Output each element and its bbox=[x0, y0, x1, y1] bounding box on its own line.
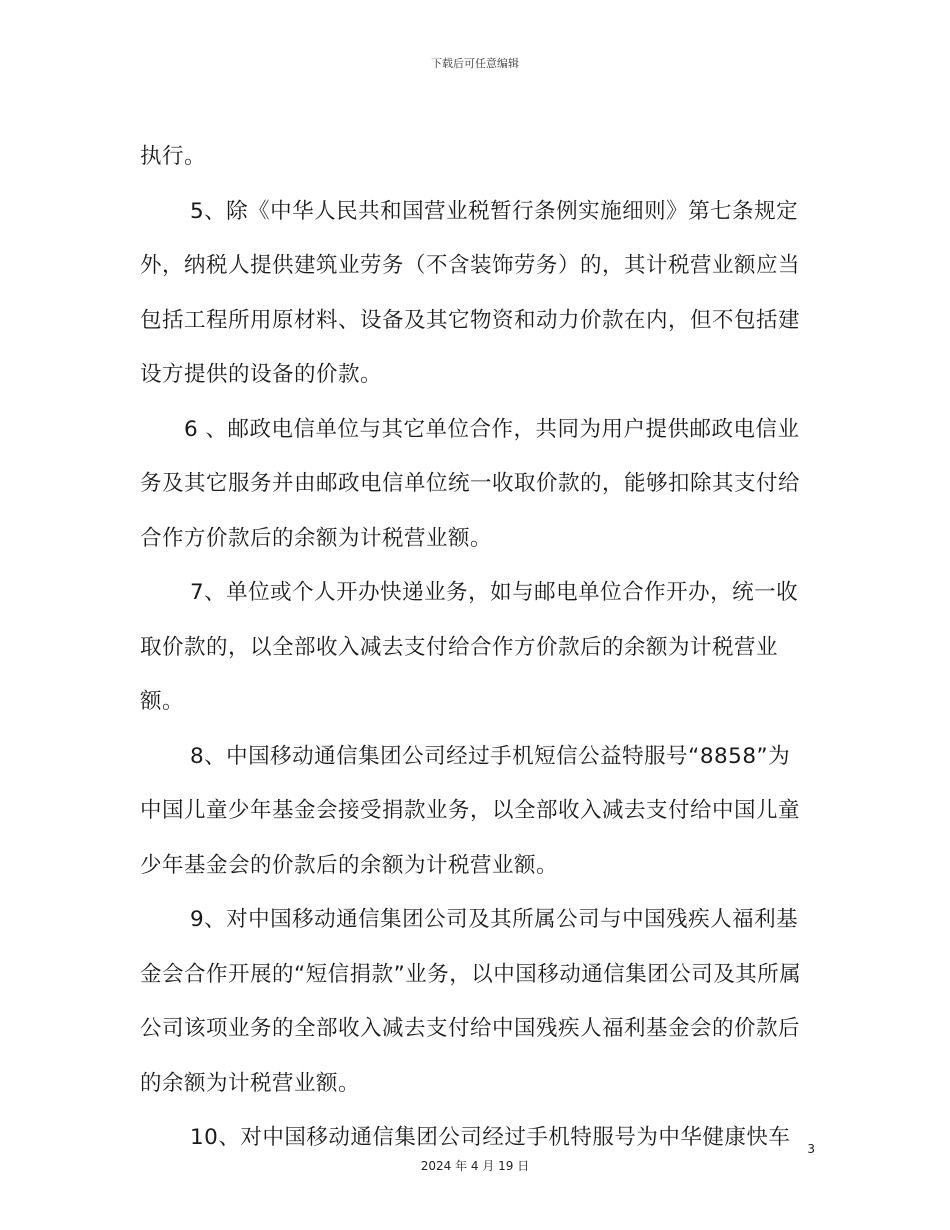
paragraph-item-5: 5、除《中华人民共和国营业税暂行条例实施细则》第七条规定外，纳税人提供建筑业劳务（不含装饰劳务）的，其计税营业额应当包括工程所用原材料、设备及其它物资和动力价款在内，但不包括建设方提供的设备的价款。 bbox=[140, 198, 801, 387]
paragraph-item-10: 10、对中国移动通信集团公司经过手机特服号为中华健康快车 bbox=[190, 1125, 791, 1150]
page-footer-date: 2024 年 4 月 19 日 bbox=[420, 1159, 530, 1173]
document-body bbox=[140, 130, 812, 1166]
paragraph-item-8: 8、中国移动通信集团公司经过手机短信公益特服号“8858”为中国儿童少年基金会接受捐款业务，以全部收入减去支付给中国儿童少年基金会的价款后的余额为计税营业额。 bbox=[140, 743, 801, 878]
paragraph-item-9: 9、对中国移动通信集团公司及其所属公司与中国残疾人福利基金会合作开展的“短信捐款”业务，以中国移动通信集团公司及其所属公司该项业务的全部收入减去支付给中国残疾人福利基金会的价款后的余额为计税营业额。 bbox=[140, 907, 802, 1096]
paragraph-continuation: 执行。 bbox=[140, 144, 207, 169]
paragraph-item-7: 7、单位或个人开办快递业务，如与邮电单位合作开办，统一收取价款的，以全部收入减去支付给合作方价款后的余额为计税营业额。 bbox=[140, 580, 799, 714]
page-header: 下载后可任意编辑 bbox=[431, 57, 519, 70]
page-number: 3 bbox=[807, 1142, 815, 1156]
paragraph-item-6: 6 、邮政电信单位与其它单位合作，共同为用户提供邮政电信业务及其它服务并由邮政电信单位统一收取价款的，能够扣除其支付给合作方价款后的余额为计税营业额。 bbox=[140, 416, 801, 551]
